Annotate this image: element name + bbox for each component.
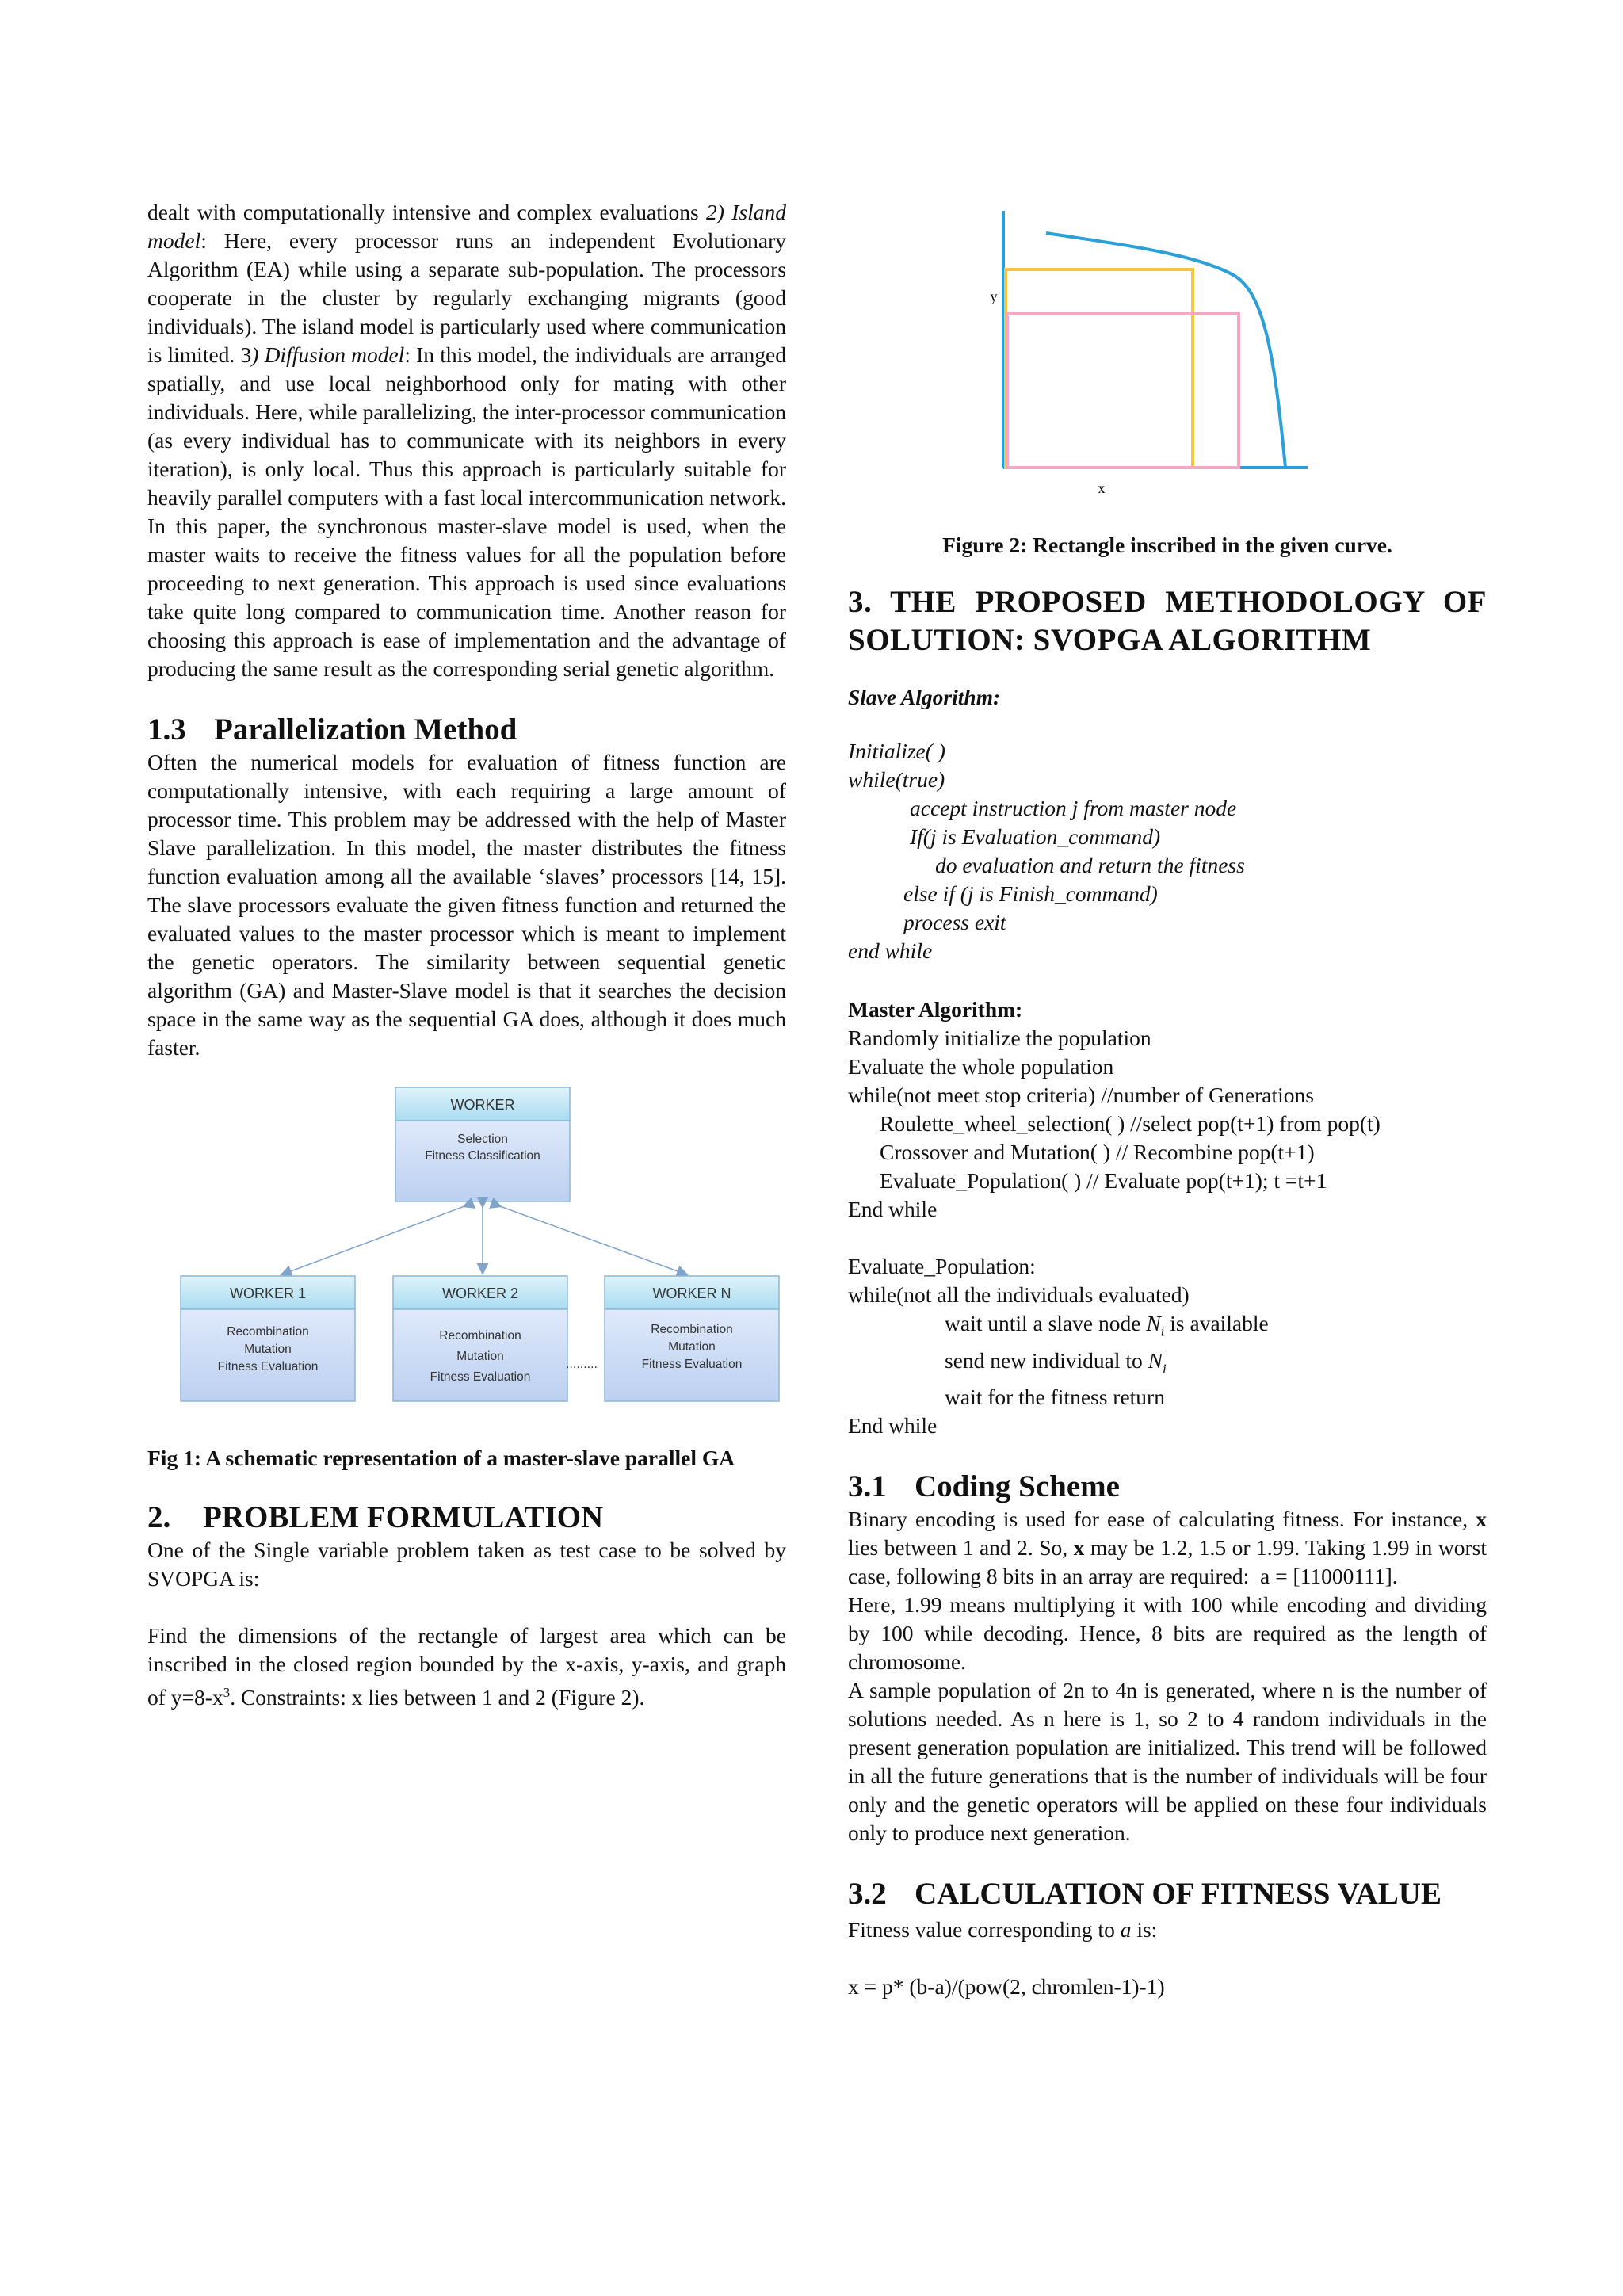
section-3-1-text-2: Here, 1.99 means multiplying it with 100 while encoding and dividing by 100 while decoding. Hence, 8 bits are required as the length of chromosome. xyxy=(848,1592,1487,1674)
section-3-1-text-1: Binary encoding is used for ease of calculating fitness. For instance, x lies between 1 and 2. So, x may be 1.2, 1.5 or 1.99. Taking 1.99 in worst case, following 8 bits in an array are required: a = [11000111]. xyxy=(848,1507,1487,1588)
svg-text:Mutation: Mutation xyxy=(456,1350,504,1363)
svg-text:Mutation: Mutation xyxy=(668,1340,716,1354)
evaluate-population-algorithm: Evaluate_Population: while(not all the individuals evaluated) wait until a slave node $N_i$ is available send new individual to $N_i$ wait for the fitness return End while xyxy=(848,1254,1269,1438)
master-worker-line-2: Fitness Classification xyxy=(425,1149,540,1163)
section-3-1-heading: 3.1 Coding Scheme xyxy=(848,1469,1120,1503)
intro-paragraph: dealt with computationally intensive and complex evaluations 2) Island model: Here, every processor runs an independent Evolutionary Algorithm (EA) while using a separate sub-population. The processors cooperate in the cluster by regularly exchanging migrants (good individuals). The island model is particularly used where communication is limited. 3) Diffusion model: In this model, the individuals are arranged spatially, and use local neighborhood only for mating with other individuals. Here, while parallelizing, the inter-processor communication (as every individual has to communicate with its neighbors in every iteration), is only local. Thus this approach is particularly suitable for heavily parallel computers with a fast local intercommunication network. In this paper, the synchronous master-slave model is used, when the master waits to receive the fitness values for all the population before proceeding to next generation. This approach is used since evaluations take quite long compared to communication time. Another reason for choosing this approach is ease of implementation and the advantage of producing the same result as the corresponding serial genetic algorithm. xyxy=(147,200,787,681)
section-3-2-text: Fitness value corresponding to a is: xyxy=(848,1917,1158,1942)
rectangle-pink xyxy=(1007,314,1239,468)
master-worker-line-1: Selection xyxy=(457,1133,508,1146)
svg-text:Recombination: Recombination xyxy=(651,1323,733,1336)
svg-text:Mutation: Mutation xyxy=(244,1343,292,1356)
figure-1-diagram xyxy=(147,1078,786,1419)
svg-text:Recombination: Recombination xyxy=(439,1329,521,1343)
section-3-heading: 3. THE PROPOSED METHODOLOGY OF SOLUTION: SVOPGA ALGORITHM xyxy=(848,585,1487,657)
worker-dots: ......... xyxy=(565,1358,598,1371)
worker-n-box xyxy=(605,1276,779,1401)
left-column xyxy=(147,198,786,1712)
y-axis-label: y xyxy=(990,288,998,304)
x-axis-label: x xyxy=(1098,480,1106,496)
figure-1-caption: Fig 1: A schematic representation of a master-slave parallel GA xyxy=(147,1446,735,1470)
svg-text:Fitness Evaluation: Fitness Evaluation xyxy=(430,1370,531,1384)
master-worker-title: WORKER xyxy=(450,1097,515,1113)
svg-text:Fitness Evaluation: Fitness Evaluation xyxy=(217,1360,319,1373)
problem-statement: Find the dimensions of the rectangle of largest area which can be inscribed in the closed region bounded by the x-axis, y-axis, and graph of $y=8-x^3$. Constraints: x lies between 1 and 2 (Figure 2). xyxy=(147,1623,786,1710)
master-algorithm: Randomly initialize the population Evaluate the whole population while(not meet stop criteria) //number of Generations Roulette_wheel_selection( ) //select pop(t+1) from pop(t) Crossover and Mutation( ) // Recombine pop(t+1) Evaluate_Population( ) // Evaluate pop(t+1); t =t+1 End while xyxy=(848,1026,1381,1221)
rectangle-yellow xyxy=(1006,269,1193,468)
svg-text:WORKER N: WORKER N xyxy=(652,1286,731,1301)
master-algorithm-heading: Master Algorithm: xyxy=(848,997,1023,1022)
svg-text:WORKER 2: WORKER 2 xyxy=(441,1286,519,1301)
fitness-formula: x = p* (b-a)/(pow(2, chromlen-1)-1) xyxy=(848,1974,1165,1999)
svg-text:WORKER 1: WORKER 1 xyxy=(229,1286,307,1301)
section-2-heading: 2. PROBLEM FORMULATION xyxy=(147,1500,604,1534)
section-3-2-heading: 3.2 CALCULATION OF FITNESS VALUE xyxy=(848,1877,1442,1911)
figure-1-arrows xyxy=(282,1206,686,1274)
section-1-3-text: Often the numerical models for evaluation of fitness function are computationally intensive, with each requiring a large amount of processor time. This problem may be addressed with the help of Master Slave parallelization. In this model, the master distributes the fitness function evaluation among all the available ‘slaves’ processors [14, 15]. The slave processors evaluate the given fitness function and returned the evaluated values to the master processor which is meant to implement the genetic operators. The similarity between sequential genetic algorithm (GA) and Master-Slave model is that it searches the decision space in the same way as the sequential GA does, although it does much faster. xyxy=(147,750,786,1060)
figure-2-chart xyxy=(848,203,1487,512)
slave-algorithm: Initialize( ) while(true) accept instruction j from master node If(j is Evaluation_command) do evaluation and return the fitness else if (j is Finish_command) process exit end while xyxy=(848,739,1245,963)
svg-text:Fitness Evaluation: Fitness Evaluation xyxy=(641,1358,743,1371)
worker-2-box xyxy=(393,1276,567,1401)
section-3-1-text-3: A sample population of 2n to 4n is generated, where n is the number of solutions needed. As n here is 1, so 2 to 4 random individuals in the present generation population are initialized. This trend will be followed in all the future generations that is the number of individuals will be four only and the genetic operators will be applied on these four individuals only to produce next generation. xyxy=(848,1678,1487,1845)
svg-text:Recombination: Recombination xyxy=(227,1325,309,1339)
section-1-3-heading: 1.3 Parallelization Method xyxy=(147,712,517,747)
slave-algorithm-heading: Slave Algorithm: xyxy=(848,685,1001,709)
section-2-text: One of the Single variable problem taken as test case to be solved by SVOPGA is: xyxy=(147,1538,786,1591)
master-worker-box xyxy=(395,1087,570,1201)
right-column xyxy=(848,203,1487,2001)
figure-2-caption: Figure 2: Rectangle inscribed in the given curve. xyxy=(942,533,1392,557)
worker-1-box xyxy=(181,1276,355,1401)
